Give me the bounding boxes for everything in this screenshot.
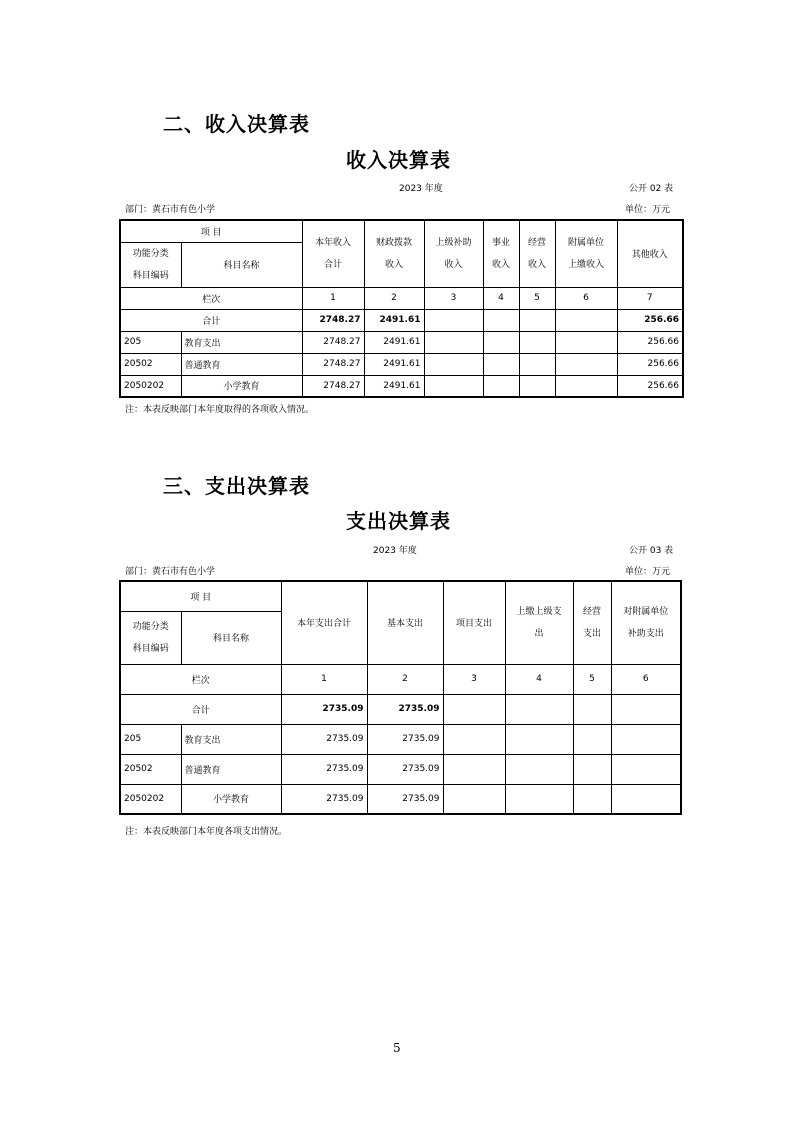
income-section-heading: 二、收入决算表: [163, 112, 310, 136]
income-col-number: 1: [302, 287, 364, 309]
expense-section-heading: 三、支出决算表: [163, 474, 310, 498]
income-header-col7: 其他收入: [617, 220, 683, 287]
income-col-number: 7: [617, 287, 683, 309]
expense-row-basic: 2735.09: [367, 724, 443, 754]
expense-header-func-code: 功能分类 科目编码: [120, 611, 181, 664]
expense-header-subject-name: 科目名称: [181, 611, 281, 664]
expense-col-number: 6: [611, 664, 681, 694]
page-number: 5: [393, 1041, 401, 1055]
income-col-number: 6: [555, 287, 617, 309]
expense-unit: 单位：万元: [625, 567, 671, 577]
expense-total-label: 合计: [120, 694, 281, 724]
expense-header-col4: 上缴上级支 出: [505, 581, 573, 664]
income-unit: 单位：万元: [625, 205, 671, 215]
income-row-total: 2748.27: [302, 375, 364, 397]
table-row: [120, 353, 683, 375]
expense-row-total: 2735.09: [281, 754, 367, 784]
expense-total-value: 2735.09: [281, 694, 367, 724]
income-table: [119, 219, 684, 398]
income-row-other: 256.66: [617, 375, 683, 397]
expense-total-row: [120, 694, 681, 724]
income-row-code: 205: [120, 331, 181, 353]
expense-header-item: 项 目: [120, 581, 281, 611]
table-row: [120, 784, 681, 814]
income-row-other: 256.66: [617, 331, 683, 353]
income-year: 2023 年度: [399, 184, 443, 194]
income-col-number: 3: [424, 287, 483, 309]
expense-row-code: 20502: [120, 754, 181, 784]
income-header-col4: 事业 收入: [483, 220, 519, 287]
income-row-name: 小学教育: [181, 375, 302, 397]
expense-col-number: 3: [443, 664, 505, 694]
income-total-fiscal: 2491.61: [364, 309, 424, 331]
income-row-total: 2748.27: [302, 331, 364, 353]
expense-header-col5: 经营 支出: [573, 581, 611, 664]
expense-header-col3: 项目支出: [443, 581, 505, 664]
income-row-name: 教育支出: [181, 331, 302, 353]
expense-row-name: 小学教育: [181, 784, 281, 814]
expense-header-col6: 对附属单位 补助支出: [611, 581, 681, 664]
expense-col-number: 1: [281, 664, 367, 694]
income-row-code: 2050202: [120, 375, 181, 397]
income-row-name: 普通教育: [181, 353, 302, 375]
expense-header-col1: 本年支出合计: [281, 581, 367, 664]
income-header-col5: 经营 收入: [519, 220, 555, 287]
income-total-value: 2748.27: [302, 309, 364, 331]
table-row: [120, 375, 683, 397]
income-header-col1: 本年收入 合计: [302, 220, 364, 287]
income-note: 注：本表反映部门本年度取得的各项收入情况。: [125, 405, 315, 415]
expense-row-basic: 2735.09: [367, 784, 443, 814]
expense-row-basic: 2735.09: [367, 754, 443, 784]
income-table-code: 公开 02 表: [629, 184, 674, 194]
income-header-col3: 上级补助 收入: [424, 220, 483, 287]
expense-department: 部门：黄石市有色小学: [125, 567, 216, 577]
expense-col-number: 2: [367, 664, 443, 694]
expense-row-total: 2735.09: [281, 724, 367, 754]
income-header-col6: 附属单位 上缴收入: [555, 220, 617, 287]
expense-col-number: 4: [505, 664, 573, 694]
expense-note: 注：本表反映部门本年度各项支出情况。: [125, 827, 288, 837]
income-col-index-label: 栏次: [120, 287, 302, 309]
income-row-code: 20502: [120, 353, 181, 375]
expense-table-title: 支出决算表: [346, 509, 451, 533]
income-header-col2: 财政拨款 收入: [364, 220, 424, 287]
income-col-number: 5: [519, 287, 555, 309]
expense-row-code: 2050202: [120, 784, 181, 814]
income-department: 部门：黄石市有色小学: [125, 205, 216, 215]
expense-total-basic: 2735.09: [367, 694, 443, 724]
income-header-func-code: 功能分类 科目编码: [120, 242, 181, 287]
income-table-title: 收入决算表: [346, 148, 451, 172]
expense-table: [119, 580, 682, 815]
income-total-label: 合计: [120, 309, 302, 331]
income-col-number: 2: [364, 287, 424, 309]
income-header-subject-name: 科目名称: [181, 242, 302, 287]
income-row-other: 256.66: [617, 353, 683, 375]
income-row-fiscal: 2491.61: [364, 331, 424, 353]
expense-col-number: 5: [573, 664, 611, 694]
expense-row-name: 教育支出: [181, 724, 281, 754]
table-row: [120, 754, 681, 784]
expense-col-index-label: 栏次: [120, 664, 281, 694]
table-row: [120, 724, 681, 754]
expense-header-col2: 基本支出: [367, 581, 443, 664]
income-total-other: 256.66: [617, 309, 683, 331]
income-row-fiscal: 2491.61: [364, 375, 424, 397]
expense-row-total: 2735.09: [281, 784, 367, 814]
expense-row-name: 普通教育: [181, 754, 281, 784]
expense-table-code: 公开 03 表: [629, 546, 674, 556]
income-header-item: 项 目: [120, 220, 302, 242]
income-row-total: 2748.27: [302, 353, 364, 375]
table-row: [120, 331, 683, 353]
income-row-fiscal: 2491.61: [364, 353, 424, 375]
expense-row-code: 205: [120, 724, 181, 754]
expense-year: 2023 年度: [373, 546, 417, 556]
income-total-row: [120, 309, 683, 331]
income-col-number: 4: [483, 287, 519, 309]
